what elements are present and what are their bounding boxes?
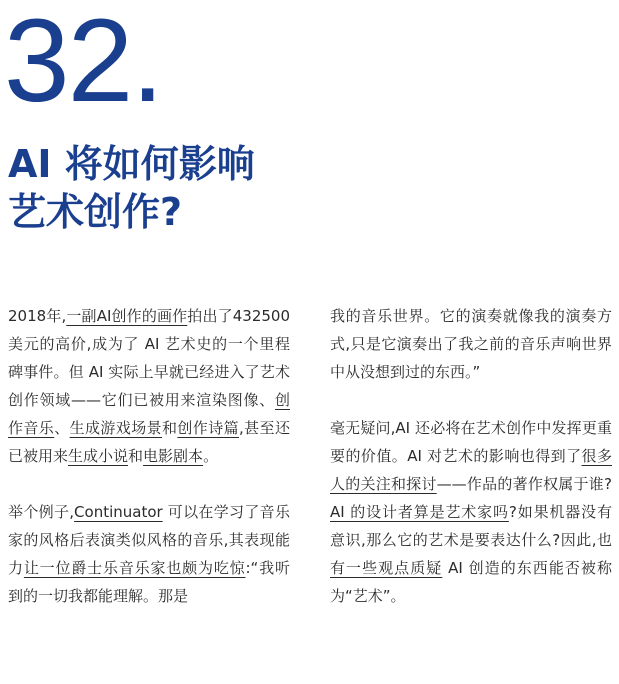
paragraph-text: ,甚至还已被用来 xyxy=(8,419,290,465)
left-column xyxy=(8,302,290,610)
paragraph xyxy=(8,302,290,470)
reference-link[interactable]: AI 的设计者算是艺术家吗 xyxy=(330,503,509,521)
reference-link[interactable]: 电影剧本 xyxy=(143,447,204,465)
paragraph-text: AI 创造的东西能否被称为“艺术”。 xyxy=(330,559,612,605)
paragraph xyxy=(330,302,612,386)
paragraph-text: 。 xyxy=(203,447,219,465)
chapter-title-line-1: AI 将如何影响 xyxy=(8,142,255,186)
paragraph xyxy=(8,498,290,610)
paragraph-text: :“我听到的一切我都能理解。那是 xyxy=(8,559,290,605)
chapter-number: 32. xyxy=(4,0,163,127)
paragraph-text: 我的音乐世界。它的演奏就像我的演奏方式,只是它演奏出了我之前的音乐声响世界中从没想到过的东西。” xyxy=(330,307,612,381)
paragraph-text: 2018年, xyxy=(8,307,67,325)
paragraph-text: 可以在学习了音乐家的风格后表演类似风格的音乐,其表现能力 xyxy=(8,503,290,577)
reference-link[interactable]: 让一位爵士乐音乐家也颇为吃惊 xyxy=(23,559,246,577)
reference-link[interactable]: 生成小说 xyxy=(68,447,129,465)
reference-link[interactable]: Continuator xyxy=(74,503,163,521)
paragraph-text: 、 xyxy=(54,419,70,437)
paragraph-text: ?如果机器没有意识,那么它的艺术是要表达什么?因此,也 xyxy=(330,503,612,549)
chapter-title-line-2: 艺术创作? xyxy=(8,190,183,234)
reference-link[interactable]: 一副AI创作的画作 xyxy=(66,307,188,325)
reference-link[interactable]: 有一些观点质疑 xyxy=(330,559,443,577)
right-column xyxy=(330,302,612,610)
paragraph-text: ——作品的著作权属于谁? xyxy=(436,475,612,493)
chapter-title xyxy=(8,140,348,236)
paragraph-text: 毫无疑问,AI 还必将在艺术创作中发挥更重要的价值。AI 对艺术的影响也得到了 xyxy=(330,419,612,465)
paragraph-text: 拍出了432500 美元的高价,成为了 AI 艺术史的一个里程碑事件。但 AI 实际上早就已经进入了艺术创作领域——它们已被用来渲染图像、 xyxy=(8,307,291,409)
paragraph-text: 和 xyxy=(128,447,144,465)
reference-link[interactable]: 很多人的关注和探讨 xyxy=(330,447,612,493)
reference-link[interactable]: 创作音乐 xyxy=(8,391,290,437)
paragraph xyxy=(330,414,612,610)
reference-link[interactable]: 生成游戏场景 xyxy=(69,419,162,437)
paragraph-text: 举个例子, xyxy=(8,503,75,521)
reference-link[interactable]: 创作诗篇 xyxy=(177,419,239,437)
paragraph-text: 和 xyxy=(162,419,178,437)
